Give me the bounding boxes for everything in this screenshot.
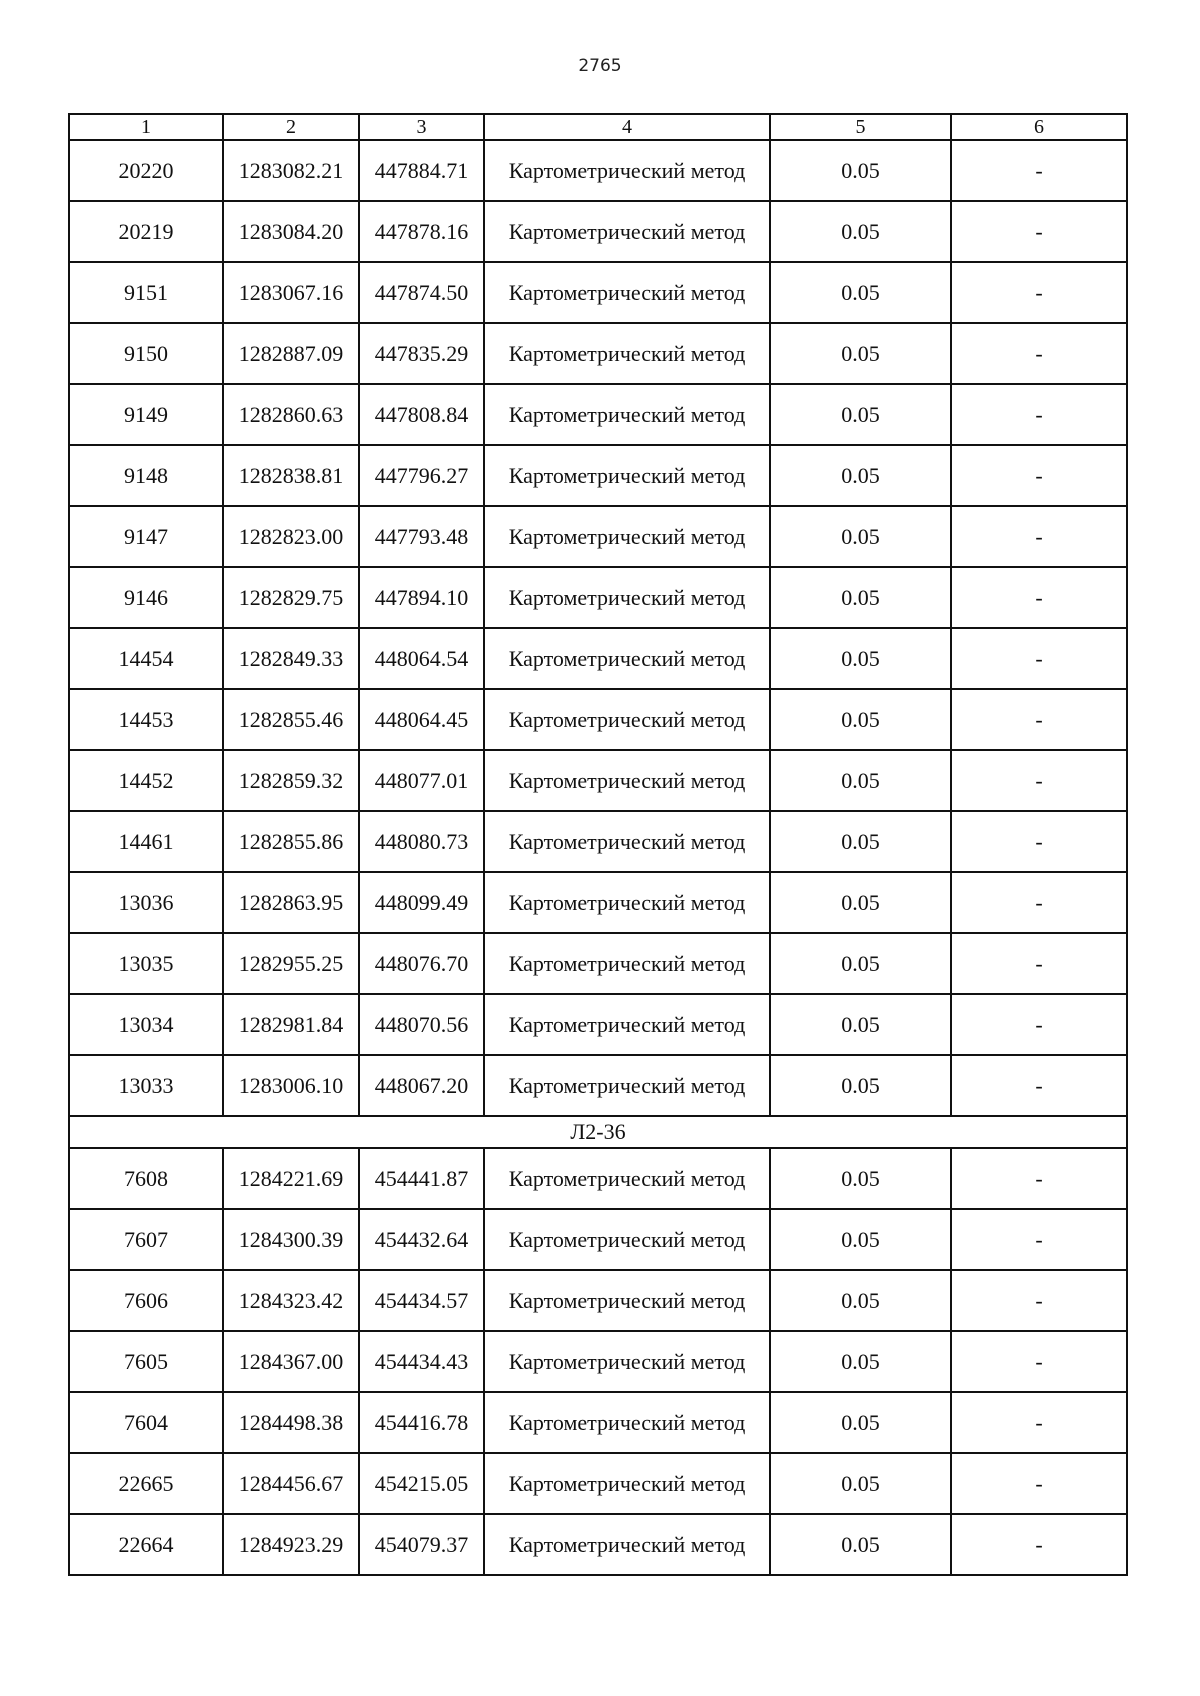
table-cell: 0.05 bbox=[770, 1148, 951, 1209]
table-cell: 20220 bbox=[69, 140, 223, 201]
table-cell: 0.05 bbox=[770, 750, 951, 811]
table-cell: Картометрический метод bbox=[484, 1209, 770, 1270]
table-row bbox=[69, 1392, 1127, 1453]
table-cell: 448070.56 bbox=[359, 994, 484, 1055]
table-row bbox=[69, 1270, 1127, 1331]
table-cell: 1282981.84 bbox=[223, 994, 359, 1055]
table-row bbox=[69, 1514, 1127, 1575]
table-cell: Картометрический метод bbox=[484, 140, 770, 201]
table-cell: - bbox=[951, 384, 1127, 445]
table-cell: 1282859.32 bbox=[223, 750, 359, 811]
table-cell: 0.05 bbox=[770, 1453, 951, 1514]
table-cell: 0.05 bbox=[770, 201, 951, 262]
page-number: 2765 bbox=[578, 56, 622, 76]
section-label: Л2-36 bbox=[69, 1116, 1127, 1148]
table-cell: 0.05 bbox=[770, 140, 951, 201]
table-cell: 1283067.16 bbox=[223, 262, 359, 323]
table-cell: 14453 bbox=[69, 689, 223, 750]
table-cell: Картометрический метод bbox=[484, 1453, 770, 1514]
table-cell: 448077.01 bbox=[359, 750, 484, 811]
table-cell: 13036 bbox=[69, 872, 223, 933]
column-header: 2 bbox=[223, 114, 359, 140]
table-cell: 0.05 bbox=[770, 994, 951, 1055]
table-cell: 447874.50 bbox=[359, 262, 484, 323]
coordinates-table bbox=[68, 113, 1128, 1576]
table-cell: - bbox=[951, 262, 1127, 323]
table-cell: - bbox=[951, 628, 1127, 689]
table-cell: 454434.43 bbox=[359, 1331, 484, 1392]
table-cell: 9151 bbox=[69, 262, 223, 323]
table-cell: 0.05 bbox=[770, 1055, 951, 1116]
table-cell: - bbox=[951, 323, 1127, 384]
table-cell: - bbox=[951, 1055, 1127, 1116]
table-cell: 448076.70 bbox=[359, 933, 484, 994]
table-cell: - bbox=[951, 872, 1127, 933]
table-cell: - bbox=[951, 933, 1127, 994]
table-cell: Картометрический метод bbox=[484, 1055, 770, 1116]
table-cell: Картометрический метод bbox=[484, 567, 770, 628]
table-cell: 0.05 bbox=[770, 872, 951, 933]
table-cell: - bbox=[951, 1514, 1127, 1575]
table-cell: 7607 bbox=[69, 1209, 223, 1270]
table-cell: 0.05 bbox=[770, 1209, 951, 1270]
table-cell: 9146 bbox=[69, 567, 223, 628]
table-cell: Картометрический метод bbox=[484, 506, 770, 567]
table-cell: 9150 bbox=[69, 323, 223, 384]
table-cell: 448064.45 bbox=[359, 689, 484, 750]
column-header: 6 bbox=[951, 114, 1127, 140]
table-cell: 13034 bbox=[69, 994, 223, 1055]
table-cell: - bbox=[951, 689, 1127, 750]
table-cell: 1282887.09 bbox=[223, 323, 359, 384]
table-cell: 447808.84 bbox=[359, 384, 484, 445]
table-row bbox=[69, 567, 1127, 628]
table-row bbox=[69, 933, 1127, 994]
table-cell: 7604 bbox=[69, 1392, 223, 1453]
table-cell: 13033 bbox=[69, 1055, 223, 1116]
table-cell: - bbox=[951, 811, 1127, 872]
table-cell: 454441.87 bbox=[359, 1148, 484, 1209]
table-cell: 9149 bbox=[69, 384, 223, 445]
table-cell: Картометрический метод bbox=[484, 872, 770, 933]
table-cell: Картометрический метод bbox=[484, 1270, 770, 1331]
table-row bbox=[69, 323, 1127, 384]
table-cell: 7608 bbox=[69, 1148, 223, 1209]
table-cell: 0.05 bbox=[770, 933, 951, 994]
table-cell: Картометрический метод bbox=[484, 1148, 770, 1209]
table-cell: 0.05 bbox=[770, 1514, 951, 1575]
table-row bbox=[69, 445, 1127, 506]
column-header: 1 bbox=[69, 114, 223, 140]
table-cell: Картометрический метод bbox=[484, 323, 770, 384]
table-cell: Картометрический метод bbox=[484, 1331, 770, 1392]
table-row bbox=[69, 811, 1127, 872]
table-row bbox=[69, 750, 1127, 811]
table-cell: 1284323.42 bbox=[223, 1270, 359, 1331]
table-row bbox=[69, 1453, 1127, 1514]
table-row bbox=[69, 872, 1127, 933]
table-cell: 0.05 bbox=[770, 445, 951, 506]
table-row bbox=[69, 201, 1127, 262]
table-cell: 13035 bbox=[69, 933, 223, 994]
table-cell: Картометрический метод bbox=[484, 689, 770, 750]
table-row bbox=[69, 1055, 1127, 1116]
table-cell: - bbox=[951, 994, 1127, 1055]
table-cell: 1284300.39 bbox=[223, 1209, 359, 1270]
table-cell: 14454 bbox=[69, 628, 223, 689]
table-row bbox=[69, 689, 1127, 750]
table-cell: 0.05 bbox=[770, 323, 951, 384]
table-cell: 447878.16 bbox=[359, 201, 484, 262]
table-cell: 1284221.69 bbox=[223, 1148, 359, 1209]
table-cell: 0.05 bbox=[770, 1392, 951, 1453]
table-row bbox=[69, 1209, 1127, 1270]
table-cell: - bbox=[951, 445, 1127, 506]
table-cell: 1283084.20 bbox=[223, 201, 359, 262]
section-row bbox=[69, 1116, 1127, 1148]
table-cell: Картометрический метод bbox=[484, 811, 770, 872]
table-cell: 14452 bbox=[69, 750, 223, 811]
table-cell: 454416.78 bbox=[359, 1392, 484, 1453]
table-cell: Картометрический метод bbox=[484, 1392, 770, 1453]
table-cell: 448080.73 bbox=[359, 811, 484, 872]
table-cell: 7605 bbox=[69, 1331, 223, 1392]
table-cell: 1282849.33 bbox=[223, 628, 359, 689]
table-row bbox=[69, 140, 1127, 201]
table-cell: 9147 bbox=[69, 506, 223, 567]
table-cell: 1282955.25 bbox=[223, 933, 359, 994]
table-row bbox=[69, 994, 1127, 1055]
table-cell: 454432.64 bbox=[359, 1209, 484, 1270]
table-cell: - bbox=[951, 506, 1127, 567]
table-cell: - bbox=[951, 1270, 1127, 1331]
table-cell: - bbox=[951, 140, 1127, 201]
table-row bbox=[69, 262, 1127, 323]
table-cell: 9148 bbox=[69, 445, 223, 506]
table-cell: Картометрический метод bbox=[484, 750, 770, 811]
table-cell: 448099.49 bbox=[359, 872, 484, 933]
table-cell: 447796.27 bbox=[359, 445, 484, 506]
table-cell: - bbox=[951, 1331, 1127, 1392]
table-row bbox=[69, 506, 1127, 567]
table-cell: Картометрический метод bbox=[484, 201, 770, 262]
table-cell: 1284923.29 bbox=[223, 1514, 359, 1575]
table-cell: 1282860.63 bbox=[223, 384, 359, 445]
table-cell: 454434.57 bbox=[359, 1270, 484, 1331]
table-cell: 1283006.10 bbox=[223, 1055, 359, 1116]
table-cell: 0.05 bbox=[770, 811, 951, 872]
table-cell: 0.05 bbox=[770, 262, 951, 323]
table-cell: Картометрический метод bbox=[484, 933, 770, 994]
table-cell: 0.05 bbox=[770, 506, 951, 567]
table-cell: 448064.54 bbox=[359, 628, 484, 689]
table-cell: - bbox=[951, 750, 1127, 811]
table-cell: 1284498.38 bbox=[223, 1392, 359, 1453]
table-cell: - bbox=[951, 1392, 1127, 1453]
table-cell: 1284456.67 bbox=[223, 1453, 359, 1514]
table-cell: 14461 bbox=[69, 811, 223, 872]
table-cell: 0.05 bbox=[770, 384, 951, 445]
table-cell: 22664 bbox=[69, 1514, 223, 1575]
column-header: 4 bbox=[484, 114, 770, 140]
table-cell: 0.05 bbox=[770, 1331, 951, 1392]
table-row bbox=[69, 628, 1127, 689]
table-cell: 20219 bbox=[69, 201, 223, 262]
table-cell: 1282855.46 bbox=[223, 689, 359, 750]
table-cell: 0.05 bbox=[770, 628, 951, 689]
table-cell: Картометрический метод bbox=[484, 384, 770, 445]
table-row bbox=[69, 384, 1127, 445]
table-cell: - bbox=[951, 567, 1127, 628]
table-cell: 447835.29 bbox=[359, 323, 484, 384]
table-row bbox=[69, 1331, 1127, 1392]
table-cell: - bbox=[951, 201, 1127, 262]
table-cell: 0.05 bbox=[770, 689, 951, 750]
table-header-row bbox=[69, 114, 1127, 140]
table-cell: 1282863.95 bbox=[223, 872, 359, 933]
table-cell: 447894.10 bbox=[359, 567, 484, 628]
table-cell: 1282855.86 bbox=[223, 811, 359, 872]
table-cell: - bbox=[951, 1209, 1127, 1270]
table-cell: 1284367.00 bbox=[223, 1331, 359, 1392]
table-cell: Картометрический метод bbox=[484, 628, 770, 689]
table-cell: 447793.48 bbox=[359, 506, 484, 567]
table-cell: 1282829.75 bbox=[223, 567, 359, 628]
table-cell: 1282823.00 bbox=[223, 506, 359, 567]
table-cell: - bbox=[951, 1148, 1127, 1209]
table-row bbox=[69, 1148, 1127, 1209]
table-cell: 447884.71 bbox=[359, 140, 484, 201]
table-cell: - bbox=[951, 1453, 1127, 1514]
table-cell: 454079.37 bbox=[359, 1514, 484, 1575]
table-cell: Картометрический метод bbox=[484, 994, 770, 1055]
table-cell: 0.05 bbox=[770, 1270, 951, 1331]
table-cell: Картометрический метод bbox=[484, 445, 770, 506]
table-cell: Картометрический метод bbox=[484, 1514, 770, 1575]
table-cell: 7606 bbox=[69, 1270, 223, 1331]
table-cell: 0.05 bbox=[770, 567, 951, 628]
table-cell: 22665 bbox=[69, 1453, 223, 1514]
table-cell: 454215.05 bbox=[359, 1453, 484, 1514]
table-cell: 1282838.81 bbox=[223, 445, 359, 506]
column-header: 3 bbox=[359, 114, 484, 140]
column-header: 5 bbox=[770, 114, 951, 140]
table-cell: 448067.20 bbox=[359, 1055, 484, 1116]
table-cell: Картометрический метод bbox=[484, 262, 770, 323]
table-cell: 1283082.21 bbox=[223, 140, 359, 201]
